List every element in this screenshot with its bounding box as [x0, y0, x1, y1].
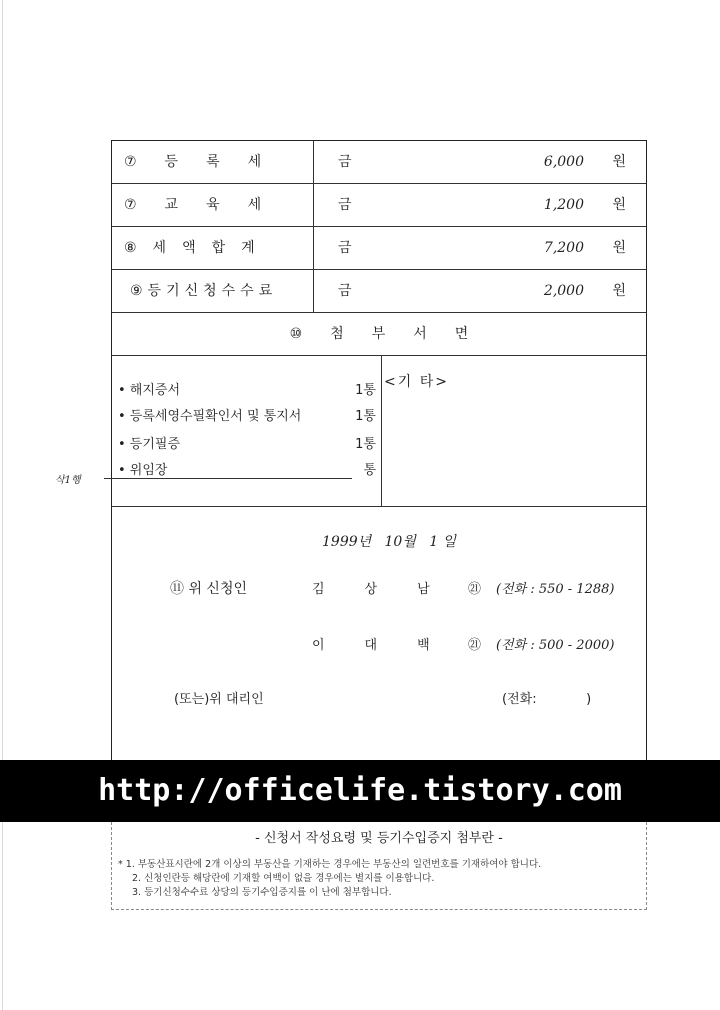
list-item: [118, 406, 376, 428]
fee-currency: 원: [612, 154, 626, 170]
attachment-qty: 1통: [355, 409, 376, 424]
attachment-qty: 통: [363, 463, 376, 478]
attachments-title: ⑩첨부서면: [289, 326, 497, 342]
fee-amount: 1,200: [543, 197, 584, 213]
fee-amount: 6,000: [543, 154, 584, 170]
attachments-list: [112, 356, 382, 506]
seal-mark: ㉑: [468, 582, 482, 597]
fee-label: ⑧세액합계: [124, 240, 271, 256]
seal-mark: ㉑: [468, 638, 482, 653]
fee-label: ⑨등기신청수수료: [130, 283, 278, 299]
notes-title: - 신청서 작성요령 및 등기수입증지 첨부란 -: [255, 831, 503, 846]
application-date: 1999년 10월 1 일: [322, 534, 457, 550]
agent-label: (또는)위 대리인: [174, 692, 264, 707]
notes-box: [111, 822, 647, 910]
fee-amount: 2,000: [543, 283, 584, 299]
fee-unit: 금: [338, 197, 352, 213]
notes-line: 2. 신청인란등 해당란에 기재할 여백이 없을 경우에는 별지를 이용합니다.: [132, 873, 435, 884]
applicant-label: ⑪ 위 신청인: [170, 581, 247, 597]
fee-currency: 원: [612, 240, 626, 256]
fee-label: ⑦교육세: [124, 197, 290, 213]
fee-unit: 금: [338, 240, 352, 256]
applicant-row: [312, 634, 642, 656]
watermark-banner: http://officelife.tistory.com: [0, 760, 720, 822]
applicant-name: 김상남: [312, 582, 470, 597]
list-item: [118, 380, 376, 402]
fee-currency: 원: [612, 197, 626, 213]
applicant-name: 이대백: [312, 638, 470, 653]
list-item: [118, 434, 376, 456]
registration-form: [111, 140, 647, 770]
margin-note: 삭1행: [55, 475, 81, 486]
fee-currency: 원: [612, 283, 626, 299]
fee-amount: 7,200: [543, 240, 584, 256]
fee-unit: 금: [338, 283, 352, 299]
attachment-qty: 1통: [355, 437, 376, 452]
attachment-qty: 1통: [355, 383, 376, 398]
fee-row-registration-tax: [112, 141, 646, 184]
notes-line: * 1. 부동산표시란에 2개 이상의 부동산을 기재하는 경우에는 부동산의 일련번호를 기재하여야 합니다.: [118, 859, 542, 870]
attachment-name: • 위임장: [118, 463, 168, 478]
attachments-other: <기 타>: [384, 374, 449, 390]
section-divider: [112, 506, 646, 507]
applicant-phone: (전화 : 500 - 2000): [496, 638, 615, 653]
deletion-strike-line: [104, 478, 352, 479]
page-edge: [2, 0, 3, 1010]
fee-row-tax-total: [112, 227, 646, 270]
fee-unit: 금: [338, 154, 352, 170]
attachment-name: • 등기필증: [118, 437, 181, 452]
applicant-phone: (전화 : 550 - 1288): [496, 582, 615, 597]
fee-label: ⑦등록세: [124, 154, 290, 170]
fee-row-education-tax: [112, 184, 646, 227]
fee-row-filing-fee: [112, 270, 646, 313]
applicant-row: [312, 578, 642, 600]
agent-phone: (전화: ): [502, 692, 592, 707]
attachment-name: • 해지증서: [118, 383, 181, 398]
attachment-name: • 등록세영수필확인서 및 통지서: [118, 409, 302, 424]
notes-line: 3. 등기신청수수료 상당의 등기수입증지를 이 난에 첨부합니다.: [132, 887, 392, 898]
attachments-title-row: [112, 313, 646, 356]
